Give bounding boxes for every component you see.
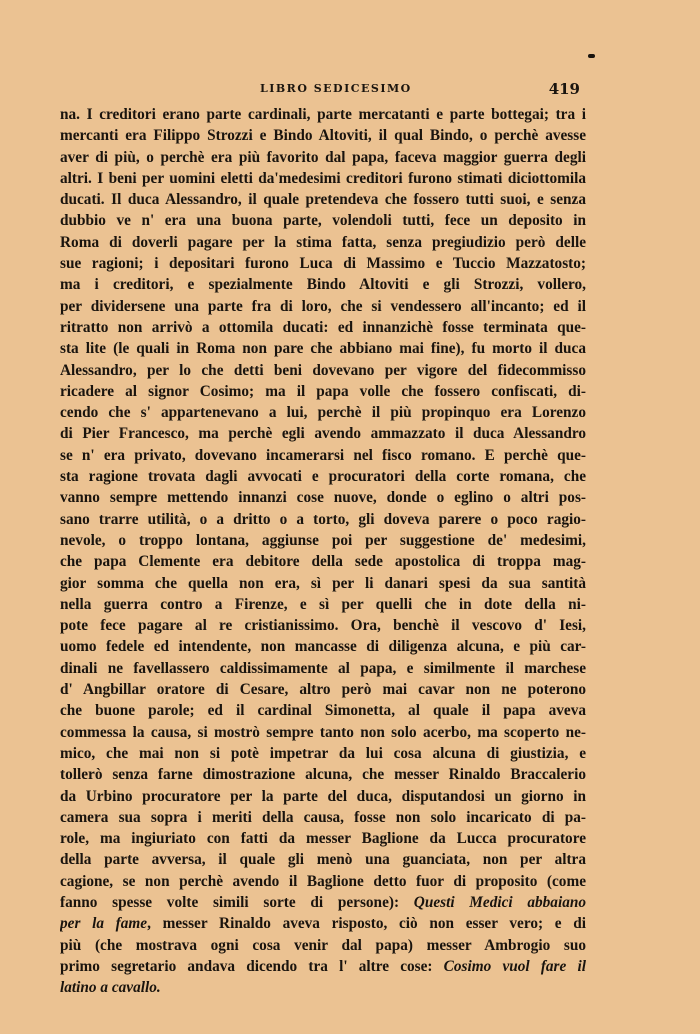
text-line bbox=[60, 360, 586, 381]
text-line bbox=[60, 956, 586, 977]
text-line bbox=[60, 210, 586, 231]
text-segment: ritratto non arrivò a ottomila ducati: ed innanzichè fosse terminata que- bbox=[60, 318, 586, 336]
text-segment: nella guerra contro a Firenze, e sì per quelli che in dote della ni- bbox=[60, 595, 586, 613]
text-line bbox=[60, 338, 586, 359]
text-segment: tollerò senza farne dimostrazione alcuna, che messer Rinaldo Braccalerio bbox=[60, 766, 586, 784]
text-line bbox=[60, 935, 586, 956]
text-line bbox=[60, 530, 586, 551]
text-segment: altri. I beni per uomini eletti da'medesimi creditori furono stimati diciottomila bbox=[60, 169, 586, 187]
text-segment: da Urbino procuratore per la parte del duca, disputandosi un giorno in bbox=[60, 787, 586, 805]
text-line bbox=[60, 828, 586, 849]
text-segment: sano trarre utilità, o a dritto o a torto, gli doveva parere o poco ragio- bbox=[60, 510, 586, 528]
text-segment: nevole, o troppo lontana, aggiunse poi per suggestione de' medesimi, bbox=[60, 531, 586, 549]
text-segment: mercanti era Filippo Strozzi e Bindo Altoviti, il qual Bindo, o perchè avesse bbox=[60, 127, 586, 145]
text-line bbox=[60, 913, 586, 934]
text-segment: commessa la causa, si mostrò sempre tanto non solo acerbo, ma scoperto ne- bbox=[60, 723, 586, 741]
text-segment: ducati. Il duca Alessandro, il quale pretendeva che fossero tutti suoi, e senza bbox=[60, 191, 586, 209]
text-segment: cagione, se non perchè avendo il Baglione detto fuor di proposito (come bbox=[60, 872, 586, 890]
italic-text: per la fame bbox=[60, 915, 148, 933]
text-line bbox=[60, 189, 586, 210]
text-segment: role, ma ingiuriato con fatti da messer Baglione da Lucca procuratore bbox=[60, 830, 586, 848]
text-segment: di Pier Francesco, ma perchè egli avendo ammazzato il duca Alessandro bbox=[60, 425, 586, 443]
text-line bbox=[60, 147, 586, 168]
text-segment: vanno sempre mettendo innanzi cose nuove, donde o eglino o altri pos- bbox=[60, 489, 586, 507]
running-header bbox=[60, 80, 586, 102]
text-segment: primo segretario andava dicendo tra l' altre cose: bbox=[60, 957, 444, 975]
text-line bbox=[60, 317, 586, 338]
text-line bbox=[60, 871, 586, 892]
text-segment: pote fece pagare al re cristianissimo. Ora, benchè il vescovo d' Iesi, bbox=[60, 617, 586, 635]
body-text bbox=[60, 104, 586, 998]
text-line bbox=[60, 807, 586, 828]
text-line bbox=[60, 232, 586, 253]
text-segment: più (che mostrava ogni cosa venir dal papa) messer Ambrogio suo bbox=[60, 936, 586, 954]
text-line bbox=[60, 658, 586, 679]
text-line bbox=[60, 615, 586, 636]
text-line bbox=[60, 509, 586, 530]
text-segment: sue ragioni; i depositari furono Luca di Massimo e Tuccio Mazzatosto; bbox=[60, 255, 586, 273]
text-segment: fanno spesse volte simili sorte di persone): bbox=[60, 893, 414, 911]
text-line bbox=[60, 892, 586, 913]
text-segment: cendo che s' appartenevano a lui, perchè il più propinquo era Lorenzo bbox=[60, 404, 586, 422]
text-line bbox=[60, 296, 586, 317]
text-line bbox=[60, 445, 586, 466]
running-title: LIBRO SEDICESIMO bbox=[260, 82, 412, 95]
text-segment: na. I creditori erano parte cardinali, parte mercatanti e parte bottegai; tra i bbox=[60, 106, 586, 123]
text-segment: per dividersene una parte fra di loro, che si vendessero all'incanto; ed il bbox=[60, 297, 586, 315]
text-line bbox=[60, 636, 586, 657]
text-segment: mico, che mai non si potè impetrar da lui cosa alcuna di giustizia, e bbox=[60, 744, 586, 762]
text-segment: sta lite (le quali in Roma non pare che abbiano mai fine), fu morto il duca bbox=[60, 340, 586, 358]
italic-text: Questi Medici abbaiano bbox=[413, 893, 586, 911]
text-segment: ma i creditori, e spezialmente Bindo Altoviti e gli Strozzi, vollero, bbox=[60, 276, 586, 294]
text-segment: se n' era privato, dovevano incamerarsi nel fisco romano. E perchè que- bbox=[60, 446, 586, 464]
text-line bbox=[60, 743, 586, 764]
text-line bbox=[60, 679, 586, 700]
text-line bbox=[60, 253, 586, 274]
text-line bbox=[60, 402, 586, 423]
text-line bbox=[60, 551, 586, 572]
text-segment: aver di più, o perchè era più favorito dal papa, faceva maggior guerra degli bbox=[60, 148, 586, 166]
text-line bbox=[60, 849, 586, 870]
text-line bbox=[60, 594, 586, 615]
text-segment: della parte avversa, il quale gli menò una guanciata, non per altra bbox=[60, 851, 586, 869]
text-line bbox=[60, 104, 586, 125]
text-line bbox=[60, 381, 586, 402]
text-segment: che buone parole; ed il cardinal Simonetta, al quale il papa aveva bbox=[60, 702, 586, 720]
text-segment: che papa Clemente era debitore della sede apostolica di troppa mag- bbox=[60, 553, 586, 571]
text-line bbox=[60, 786, 586, 807]
text-segment: uomo fedele ed intendente, non mancasse di diligenza alcuna, e più car- bbox=[60, 638, 586, 656]
text-segment: dinali ne favellassero caldissimamente al papa, e similmente il marchese bbox=[60, 659, 586, 677]
text-segment: sta ragione trovata dagli avvocati e procuratori della corte romana, che bbox=[60, 468, 586, 486]
page-number: 419 bbox=[548, 80, 580, 98]
text-line bbox=[60, 125, 586, 146]
italic-text: latino a cavallo. bbox=[60, 979, 161, 997]
text-line bbox=[60, 168, 586, 189]
text-segment: Alessandro, per lo che detti beni dovevano per vigore del fidecommisso bbox=[60, 361, 586, 379]
text-line bbox=[60, 764, 586, 785]
text-segment: ricadere al signor Cosimo; ma il papa volle che fossero confiscati, di- bbox=[60, 382, 586, 400]
text-line bbox=[60, 423, 586, 444]
text-line bbox=[60, 977, 586, 998]
ink-speck bbox=[588, 54, 595, 58]
text-segment: camera sua sopra i meriti della causa, fosse non solo incaricato di pa- bbox=[60, 808, 586, 826]
text-segment: dubbio ve n' era una buona parte, volendoli tutti, fece un deposito in bbox=[60, 212, 586, 230]
text-line bbox=[60, 722, 586, 743]
italic-text: Cosimo vuol fare il bbox=[443, 957, 586, 975]
text-segment: d' Angbillar oratore di Cesare, altro però mai cavar non ne poterono bbox=[60, 681, 586, 699]
text-segment: Roma di doverli pagare per la stima fatta, senza pregiudizio però delle bbox=[60, 233, 586, 251]
text-line bbox=[60, 573, 586, 594]
text-segment: , messer Rinaldo aveva risposto, ciò non esser vero; e di bbox=[147, 915, 586, 933]
text-line bbox=[60, 274, 586, 295]
text-line bbox=[60, 487, 586, 508]
text-segment: gior somma che quella non era, sì per li danari spesi da sua santità bbox=[60, 574, 586, 592]
text-line bbox=[60, 700, 586, 721]
text-line bbox=[60, 466, 586, 487]
